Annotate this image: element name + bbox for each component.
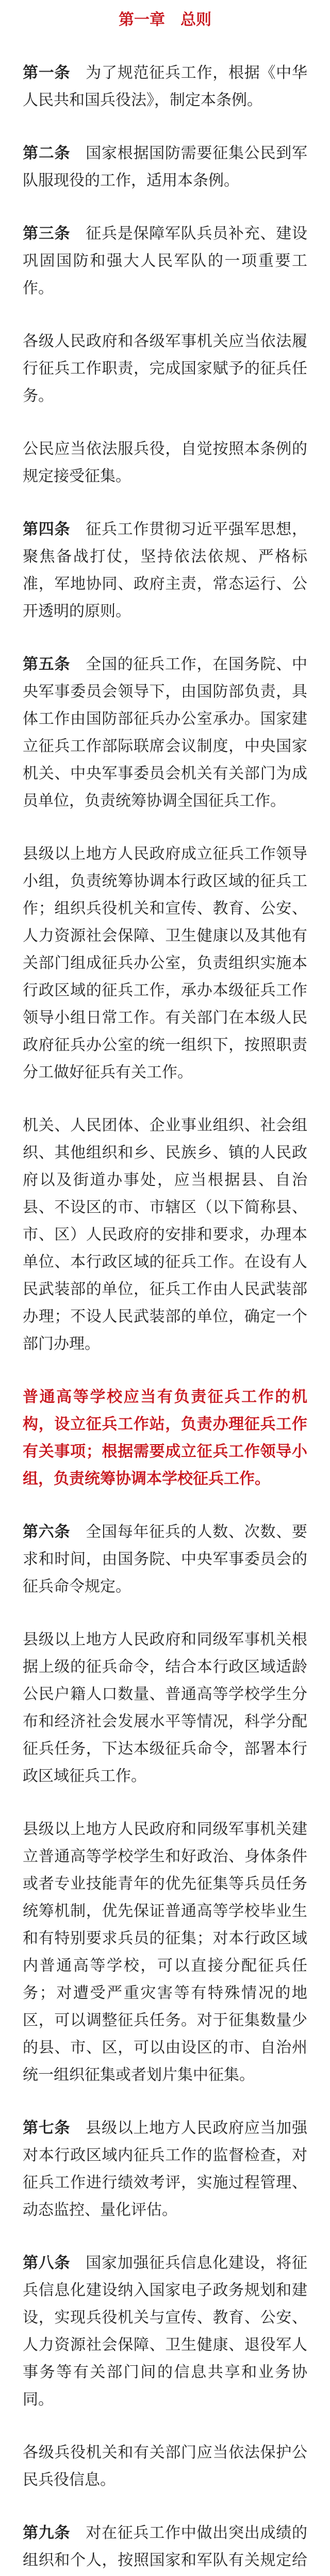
article-9-paragraph — [23, 2519, 307, 2576]
article-text: 征兵工作贯彻习近平强军思想，聚焦备战打仗，坚持依法依规、严格标准，军地协同、政府主责，常态运行、公开透明的原则。 — [23, 520, 307, 620]
article-number: 第七条 — [23, 2119, 71, 2137]
highlighted-clause-text: 普通高等学校应当有负责征兵工作的机构，设立征兵工作站，负责办理征兵工作有关事项；根据需要成立征兵工作领导小组，负责统筹协调本学校征兵工作。 — [23, 1388, 307, 1488]
article-3-clause-3 — [23, 435, 307, 490]
article-number: 第六条 — [23, 1523, 71, 1541]
article-8-paragraph — [23, 2249, 307, 2413]
clause-text: 机关、人民团体、企业事业组织、社会组织、其他组织和乡、民族乡、镇的人民政府以及街道办事处，应当根据县、自治县、不设区的市、市辖区（以下简称县、市、区）人民政府的安排和要求，办理本单位、本行政区域的征兵工作。在设有人民武装部的单位，征兵工作由人民武装部办理；不设人民武装部的单位，确定一个部门办理。 — [23, 1116, 307, 1353]
article-text: 为了规范征兵工作，根据《中华人民共和国兵役法》，制定本条例。 — [23, 64, 307, 109]
article-6-paragraph — [23, 1518, 307, 1600]
article-1-paragraph — [23, 59, 307, 114]
article-5-paragraph — [23, 651, 307, 815]
article-number: 第八条 — [23, 2254, 71, 2272]
article-4-paragraph — [23, 516, 307, 625]
article-2-paragraph — [23, 140, 307, 194]
clause-text: 县级以上地方人民政府和同级军事机关根据上级的征兵命令，结合本行政区域适龄公民户籍人口数量、普通高等学校学生分布和经济社会发展水平等情况，科学分配征兵任务，下达本级征兵命令，部署本行政区域征兵工作。 — [23, 1631, 307, 1785]
article-text: 国家根据国防需要征集公民到军队服现役的工作，适用本条例。 — [23, 144, 307, 190]
article-text: 全国每年征兵的人数、次数、要求和时间，由国务院、中央军事委员会的征兵命令规定。 — [23, 1523, 307, 1596]
article-number: 第九条 — [23, 2524, 71, 2542]
chapter-title: 第一章 总则 — [119, 11, 211, 29]
article-3-paragraph — [23, 220, 307, 302]
article-6-clause-3 — [23, 1816, 307, 2089]
clause-text: 县级以上地方人民政府和同级军事机关建立普通高等学校学生和好政治、身体条件或者专业技能青年的优先征集等兵员任务统筹机制，优先保证普通高等学校毕业生和有特别要求兵员的征集；对本行政区域内普通高等学校，可以直接分配征兵任务；对遭受严重灾害等有特殊情况的地区，可以调整征兵任务。对于征集数量少的县、市、区，可以由设区的市、自治州统一组织征集或者划片集中征集。 — [23, 1820, 307, 2084]
clause-text: 公民应当依法服兵役，自觉按照本条例的规定接受征集。 — [23, 440, 307, 485]
article-text: 国家加强征兵信息化建设，将征兵信息化建设纳入国家电子政务规划和建设，实现兵役机关与宣传、教育、公安、人力资源社会保障、卫生健康、退役军人事务等有关部门间的信息共享和业务协同。 — [23, 2254, 307, 2409]
article-number: 第四条 — [23, 520, 71, 538]
article-text: 对在征兵工作中做出突出成绩的组织和个人，按照国家和军队有关规定给 — [23, 2524, 307, 2569]
article-number: 第二条 — [23, 144, 71, 162]
article-7-paragraph — [23, 2114, 307, 2224]
article-text: 全国的征兵工作，在国务院、中央军事委员会领导下，由国防部负责，具体工作由国防部征兵办公室承办。国家建立征兵工作部际联席会议制度，中央国家机关、中央军事委员会机关有关部门为成员单位，负责统筹协调全国征兵工作。 — [23, 655, 307, 810]
article-8-clause-2 — [23, 2439, 307, 2494]
article-number: 第三条 — [23, 225, 71, 243]
article-6-clause-2 — [23, 1626, 307, 1790]
article-5-clause-2 — [23, 840, 307, 1086]
article-5-clause-4-highlight — [23, 1383, 307, 1493]
article-number: 第一条 — [23, 64, 71, 82]
article-5-clause-3 — [23, 1112, 307, 1358]
article-3-clause-2 — [23, 328, 307, 410]
article-text: 县级以上地方人民政府应当加强对本行政区域内征兵工作的监督检查，对征兵工作进行绩效考评，实施过程管理、动态监控、量化评估。 — [23, 2119, 307, 2219]
article-text: 征兵是保障军队兵员补充、建设巩固国防和强大人民军队的一项重要工作。 — [23, 225, 307, 297]
clause-text: 县级以上地方人民政府成立征兵工作领导小组，负责统筹协调本行政区域的征兵工作；组织兵役机关和宣传、教育、公安、人力资源社会保障、卫生健康以及其他有关部门组成征兵办公室，负责组织实施本行政区域的征兵工作，承办本级征兵工作领导小组日常工作。有关部门在本级人民政府征兵办公室的统一组织下，按照职责分工做好征兵有关工作。 — [23, 845, 307, 1081]
clause-text: 各级人民政府和各级军事机关应当依法履行征兵工作职责，完成国家赋予的征兵任务。 — [23, 332, 307, 405]
article-number: 第五条 — [23, 655, 71, 673]
clause-text: 各级兵役机关和有关部门应当依法保护公民兵役信息。 — [23, 2444, 307, 2489]
